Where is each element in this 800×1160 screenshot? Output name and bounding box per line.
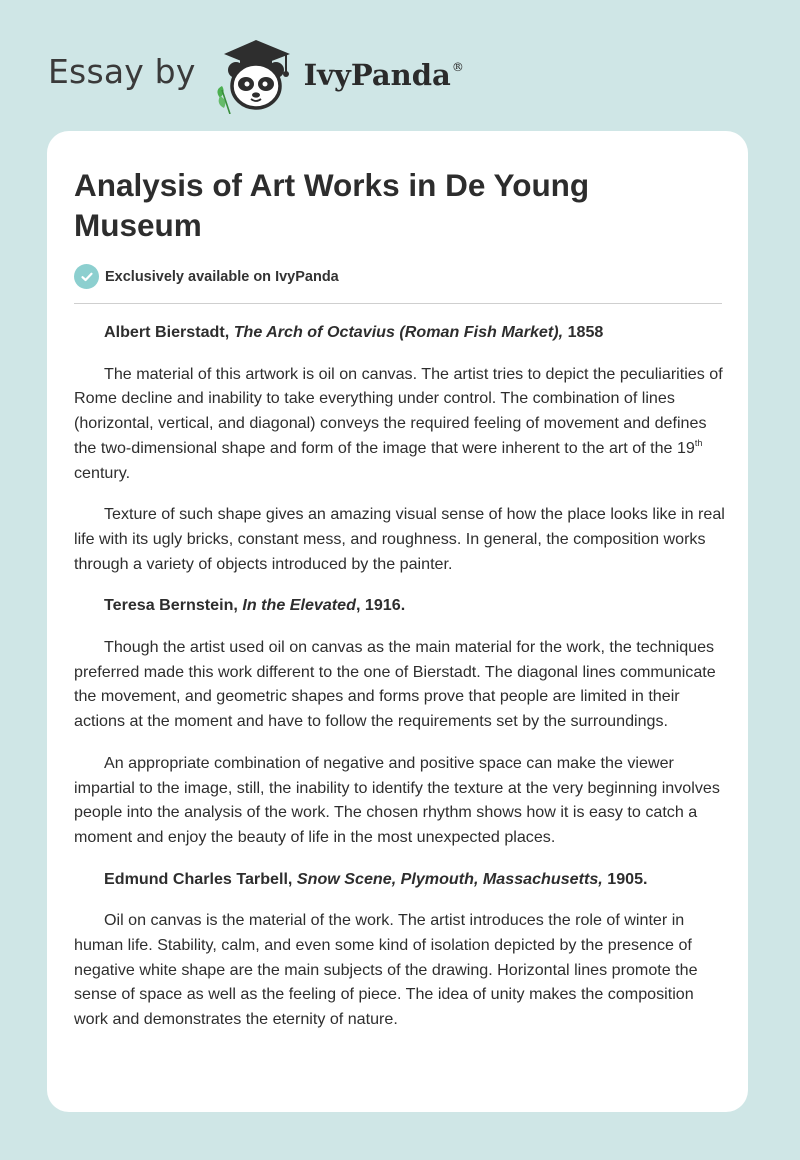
page-title: Analysis of Art Works in De Young Museum — [74, 167, 590, 243]
artwork-heading — [74, 593, 726, 618]
artwork-title: In the Elevated — [242, 596, 356, 615]
essay-body — [74, 320, 726, 1049]
artwork-year: 1858 — [567, 323, 604, 341]
artwork-heading — [74, 320, 726, 345]
check-circle-icon — [74, 264, 99, 289]
superscript: th — [694, 437, 703, 448]
paragraph: Oil on canvas is the material of the work. The artist introduces the role of winter in human life. Stability, calm, and even some kind of isolation depicted by the presence of negative white shape are the main subjects of the drawing. Horizontal lines promote the sense of space as well as the feeling of piece. The idea of unity makes the composition work and demonstrates the eternity of nature. — [74, 911, 698, 1029]
essay-card — [47, 131, 748, 1112]
site-header — [48, 34, 464, 114]
artwork-heading — [74, 867, 726, 892]
brand-name[interactable] — [304, 58, 464, 92]
paragraph: Texture of such shape gives an amazing visual sense of how the place looks like in real life with its ugly bricks, constant mess, and roughness. In general, the composition works through a variety of objects introduced by the painter. — [74, 505, 725, 573]
artwork-title: Snow Scene, Plymouth, Massachusetts, — [296, 869, 603, 888]
paragraph: An appropriate combination of negative and positive space can make the viewer impartial to the image, still, the inability to identify the texture at the very beginning involves people into the analysis of the work. The chosen rhythm shows how it is easy to catch a moment and enjoy the beauty of life in the most unexpected places. — [74, 753, 720, 846]
artist-name: Teresa Bernstein, — [104, 596, 238, 615]
essay-by-label: Essay by — [48, 51, 196, 91]
paragraph-text: century. — [74, 463, 131, 482]
exclusive-label: Exclusively available on IvyPanda — [105, 268, 339, 285]
artwork-title: The Arch of Octavius (Roman Fish Market), — [233, 323, 564, 341]
paragraph: Though the artist used oil on canvas as the main material for the work, the techniques preferred made this work different to the one of Bierstadt. The diagonal lines communicate the movement, and geometric shapes and forms prove that people are limited in their actions at the moment and have to follow the requirements set by the surroundings. — [74, 638, 716, 731]
artwork-year: 1905. — [607, 869, 648, 888]
registered-mark: ® — [451, 60, 464, 74]
artist-name: Edmund Charles Tarbell, — [104, 869, 293, 888]
divider — [74, 303, 722, 304]
panda-graduate-logo-icon[interactable] — [210, 34, 302, 114]
paragraph — [74, 362, 726, 486]
artist-name: Albert Bierstadt, — [104, 323, 230, 341]
paragraph-text: The material of this artwork is oil on canvas. The artist tries to depict the peculiarities of Rome decline and inability to take everything under control. The combination of lines (horizontal, vertical, and diagonal) conveys the required feeling of movement and defines the two-dimensional shape and form of the image that were inherent to the art of the 19 — [74, 364, 723, 457]
brand-name-text: IvyPanda — [303, 58, 451, 92]
exclusive-badge — [74, 264, 339, 289]
artwork-year: , 1916. — [355, 596, 406, 615]
